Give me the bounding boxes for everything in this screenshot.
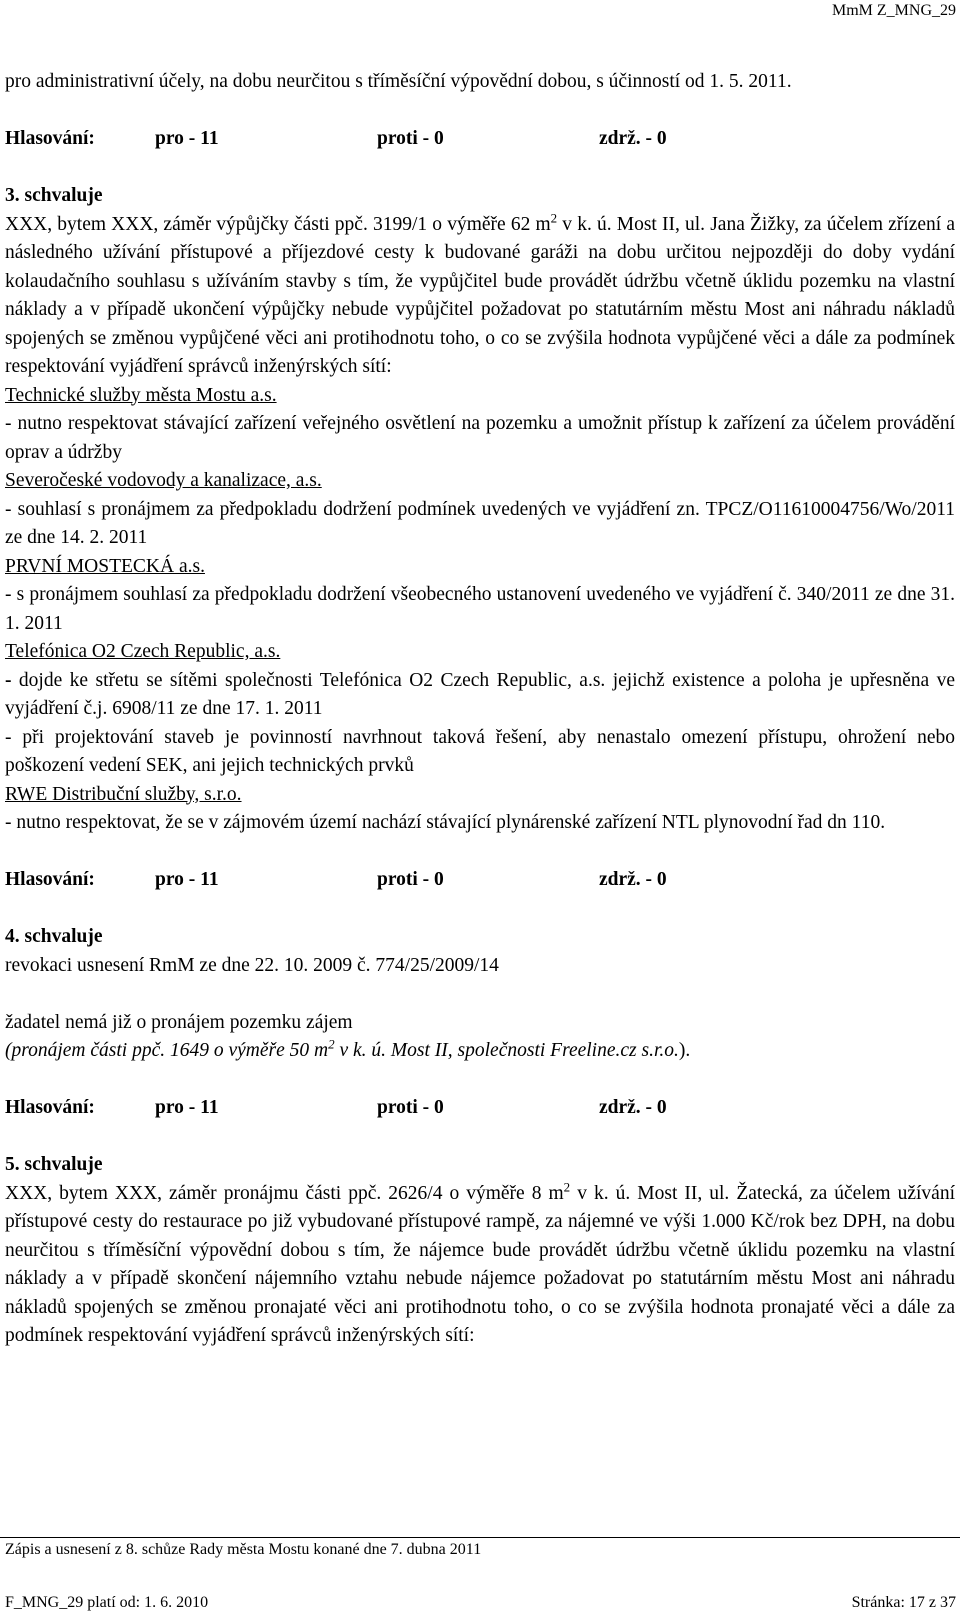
footer-divider [0, 1537, 960, 1538]
vote-row [5, 866, 955, 895]
org-telefonica: Telefónica O2 Czech Republic, a.s. [5, 641, 281, 662]
vote-row [5, 1094, 955, 1123]
org2-condition: - souhlasí s pronájmem za předpokladu dodržení podmínek uvedených ve vyjádření zn. TPCZ/O11610004756/Wo/2011 ze dne 14. 2. 2011 [5, 498, 955, 548]
vote-proti: proti - 0 [377, 128, 444, 149]
item4-reason: žadatel nemá již o pronájem pozemku zájem [5, 1011, 353, 1033]
vote-pro: pro - 11 [155, 128, 219, 149]
document-body [5, 68, 955, 1351]
footer-title: Zápis a usnesení z 8. schůze Rady města Mostu konané dne 7. dubna 2011 [5, 1541, 482, 1558]
vote-proti: proti - 0 [377, 1097, 444, 1118]
vote-pro: pro - 11 [155, 1097, 219, 1118]
org3-condition: - s pronájmem souhlasí za předpokladu dodržení všeobecného ustanovení uvedeného ve vyjádření č. 340/2011 ze dne 31. 1. 2011 [5, 584, 955, 634]
org-prvni-mostecka: PRVNÍ MOSTECKÁ a.s. [5, 555, 205, 577]
org4-condition: - dojde ke střetu se sítěmi společnosti Telefónica O2 Czech Republic, a.s. jejichž existence a poloha je upřesněna ve vyjádření č.j. 6908/11 ze dne 17. 1. 2011 [5, 669, 955, 719]
org1-condition: - nutno respektovat stávající zařízení veřejného osvětlení na pozemku a umožnit přístup k zařízení za účelem provádění oprav a údržby [5, 413, 955, 463]
vote-zdrz: zdrž. - 0 [599, 128, 667, 149]
org-technicke-sluzby: Technické služby města Mostu a.s. [5, 384, 277, 406]
page-number: Stránka: 17 z 37 [851, 1594, 956, 1611]
item4-heading: 4. schvaluje [5, 926, 103, 947]
org-scvk: Severočeské vodovody a kanalizace, a.s. [5, 470, 322, 491]
vote-zdrz: zdrž. - 0 [599, 1097, 667, 1118]
footer-validity: F_MNG_29 platí od: 1. 6. 2010 [5, 1594, 209, 1611]
item4-text: revokaci usnesení RmM ze dne 22. 10. 2009 č. 774/25/2009/14 [5, 954, 499, 976]
vote-proti: proti - 0 [377, 869, 444, 890]
vote-pro: pro - 11 [155, 869, 219, 890]
vote-label: Hlasování: [5, 869, 95, 890]
vote-row [5, 125, 955, 154]
org5-condition: - nutno respektovat, že se v zájmovém území nachází stávající plynárenské zařízení NTL plynovodní řad dn 110. [5, 812, 886, 833]
vote-label: Hlasování: [5, 1097, 95, 1118]
item3-heading: 3. schvaluje [5, 185, 103, 206]
vote-label: Hlasování: [5, 128, 95, 149]
item5-heading: 5. schvaluje [5, 1154, 103, 1175]
vote-zdrz: zdrž. - 0 [599, 869, 667, 890]
item3-paragraph: XXX, bytem XXX, záměr výpůjčky části ppč. 3199/1 o výměře 62 $m^2$ v k. ú. Most II, ul. Jana Žižky, za účelem zřízení a následného užívání přístupové a příjezdové cesty k budované garáži na dobu určitou nejpozději do doby vydání kolaudačního souhlasu s užíváním stavby s tím, že vypůjčitel bude provádět údržbu včetně úklidu pozemku na vlastní náklady a v případě ukončení výpůjčky nebude vypůjčitel požadovat po statutárním městu Most ani náhradu nákladů spojených se změnou vypůjčené věci ani protihodnotu toho, o co se zvýšila hodnota vypůjčené věci a dále za podmínek respektování vyjádření správců inženýrských sítí: [5, 210, 955, 377]
item4-note: (pronájem části ppč. 1649 o výměře 50 $m^2$ v k. ú. Most II, společnosti Freeline.cz s.r.o.). [5, 1036, 691, 1061]
document-code: MmM Z_MNG_29 [831, 2, 956, 19]
item5-paragraph: XXX, bytem XXX, záměr pronájmu části ppč. 2626/4 o výměře 8 $m^2$ v k. ú. Most II, ul. Žatecká, za účelem užívání přístupové cesty do restaurace po již vybudované přístupové rampě, za nájemné ve výši 1.000 Kč/rok bez DPH, na dobu neurčitou s tříměsíční výpovědní dobou s tím, že nájemce bude provádět údržbu včetně úklidu pozemku na vlastní náklady a v případě skončení nájemního vztahu nebude nájemce požadovat po statutárním městu Most ani náhradu nákladů spojených se změnou pronajaté věci ani protihodnotu toho, o co se zvýšila hodnota pronajaté věci a dále za podmínek respektování vyjádření správců inženýrských sítí: [5, 1179, 955, 1346]
intro-paragraph: pro administrativní účely, na dobu neurčitou s tříměsíční výpovědní dobou, s účinností od 1. 5. 2011. [5, 71, 792, 92]
org-rwe: RWE Distribuční služby, s.r.o. [5, 783, 242, 805]
org4-condition-2: - při projektování staveb je povinností navrhnout taková řešení, aby nenastalo omezení přístupu, ohrožení nebo poškození vedení SEK, ani jejich technických prvků [5, 726, 955, 776]
